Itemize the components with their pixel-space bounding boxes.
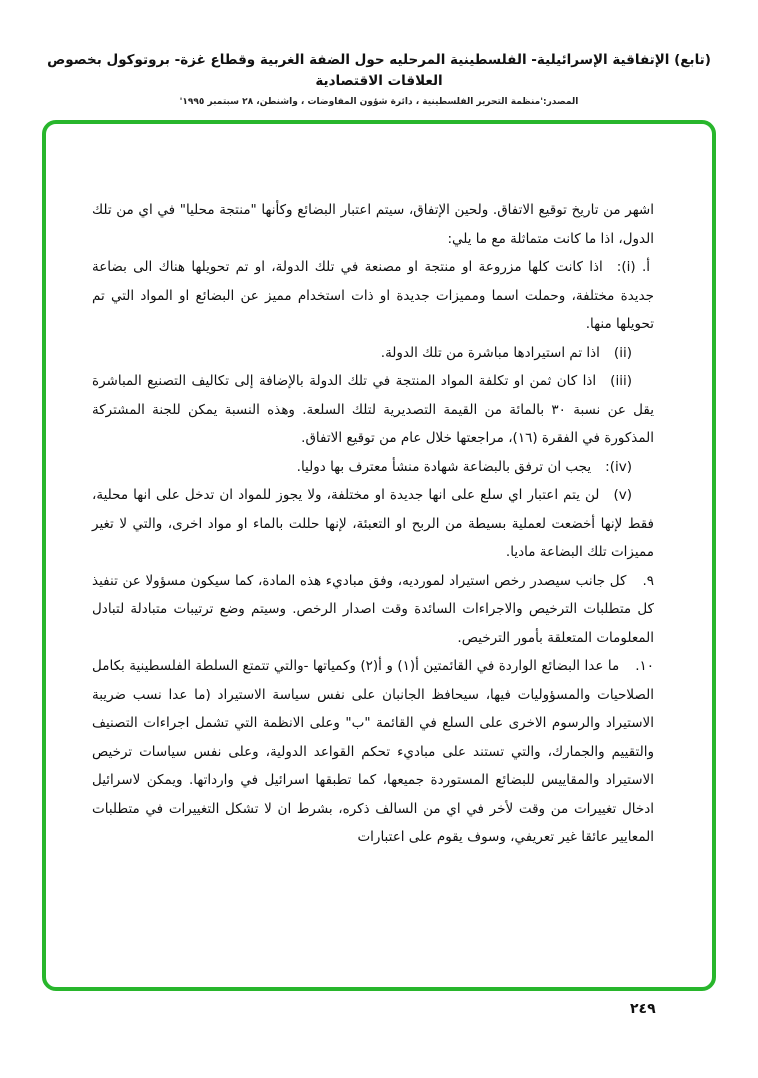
list-item-ii bbox=[92, 339, 654, 368]
source-line: المصدر:'منظمة التحرير الفلسطينية ، دائرة شؤون المفاوضات ، واشنطن، ٢٨ سبتمبر ١٩٩٥' bbox=[179, 97, 579, 107]
item-text: ما عدا البضائع الواردة في القائمتين أ(١) و أ(٢) وكمياتها -والتي تتمتع السلطة الفلسطينية بكامل الصلاحيات والمسؤوليات فيها، سيحافظ الجانبان على نفس سياسة الاستيراد (ما عدا نسب ضريبة الاستيراد والرسوم الاخرى على السلع في القائمة "ب" وعلى الانظمة التي تشمل اجراءات التصنيف والتقييم والجمارك، والتي تستند على مباديء تحكم القواعد الدولية، وعلى نفس سياسات ترخيص الاستيراد والمقاييس للبضائع المستوردة جميعها، كما تطبقها اسرائيل في وارداتها. ويمكن لاسرائيل ادخال تغييرات من وقت لأخر في اي من السالف ذكره، بشرط ان لا تشكل التغييرات في متطلبات المعايير عائقا غير تعريفي، وسوف يقوم على اعتبارات bbox=[92, 658, 654, 845]
intro-paragraph: اشهر من تاريخ توقيع الاتفاق. ولحين الإتفاق، سيتم اعتبار البضائع وكأنها "منتجة محليا" في اي من تلك الدول، اذا ما كانت متماثلة مع ما يلي: bbox=[92, 202, 654, 247]
item-marker: (ii) bbox=[613, 344, 632, 361]
list-item-iii bbox=[92, 367, 654, 453]
list-item-iv bbox=[92, 453, 654, 482]
item-text: لن يتم اعتبار اي سلع على انها جديدة او مختلفة، ولا يجوز للمواد ان تدخل على انها محلية، فقط لإنها أخضعت لعملية بسيطة من الربح او التعبئة، لإنها حللت بالماء او مواد اخرى، والتي لا تغير مميزات تلك البضاعة ماديا. bbox=[92, 487, 654, 560]
list-item-v bbox=[92, 481, 654, 567]
item-text: اذا تم استيرادها مباشرة من تلك الدولة. bbox=[380, 344, 600, 361]
list-item-a-i bbox=[92, 253, 654, 339]
item-text: يجب ان ترفق بالبضاعة شهادة منشأ معترف بها دوليا. bbox=[296, 458, 592, 475]
numbered-item-10 bbox=[92, 652, 654, 852]
item-marker: (iv): bbox=[605, 458, 632, 475]
item-number: ٩. bbox=[642, 572, 654, 589]
page-number: ٢٤٩ bbox=[630, 1001, 656, 1017]
numbered-item-9 bbox=[92, 567, 654, 653]
item-marker: (v) bbox=[613, 487, 632, 503]
document-body bbox=[92, 196, 654, 852]
item-marker: (iii) bbox=[610, 373, 632, 389]
item-text: اذا كانت كلها مزروعة او منتجة او مصنعة في تلك الدولة، او تم تحويلها هناك الى بضاعة جديدة مختلفة، وحملت اسما ومميزات جديدة او ذات استخدام مميز عن البضائع او المواد التي تم تحويلها منها. bbox=[92, 259, 654, 332]
item-marker: أ. (i): bbox=[616, 259, 650, 275]
content-border-box bbox=[42, 120, 716, 991]
item-text: اذا كان ثمن او تكلفة المواد المنتجة في تلك الدولة بالإضافة إلى تكاليف التصنيع المباشرة يقل عن نسبة ٣٠ بالمائة من القيمة التصديرية لتلك السلعة. وهذه النسبة يمكن للجنة المشتركة المذكورة في الفقرة (١٦)، مراجعتها خلال عام من توقيع الاتفاق. bbox=[92, 373, 654, 446]
item-number: ١٠. bbox=[635, 658, 654, 674]
document-title: (تابع) الإتفاقية الإسرائيلية- الفلسطينية المرحليه حول الضفة الغربية وقطاع غزة- بروتوكول بخصوص العلاقات الاقتصادية bbox=[47, 52, 711, 89]
item-text: كل جانب سيصدر رخص استيراد لمورديه، وفق مباديء هذه المادة، كما سيكون مسؤولا عن تنفيذ كل متطلبات الترخيص والاجراءات السائدة وقت اصدار الرخص. وسيتم وضع ترتيبات متبادلة لتبادل المعلومات المتعلقة بأمور الترخيص. bbox=[92, 572, 654, 646]
